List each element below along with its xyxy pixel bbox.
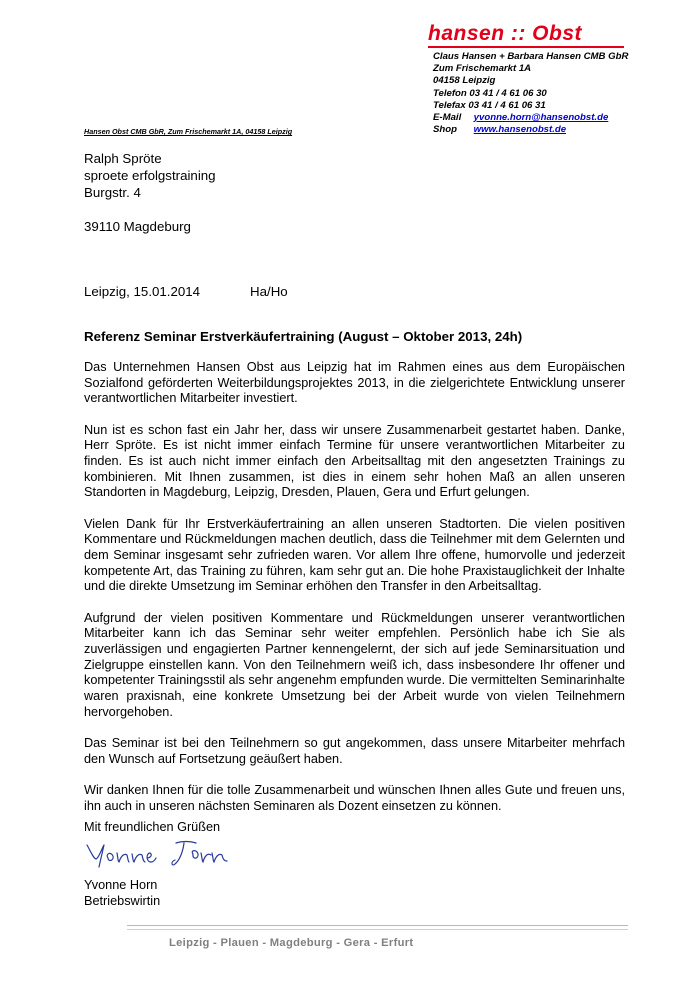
- company-logo: [428, 22, 624, 48]
- logo-text: hansen :: Obst: [428, 22, 583, 45]
- sender-fax: Telefax 03 41 / 4 61 06 31: [433, 99, 546, 111]
- recipient-company: sproete erfolgstraining: [84, 168, 216, 183]
- recipient-name: Ralph Spröte: [84, 151, 162, 166]
- return-address-line: Hansen Obst CMB GbR, Zum Frischemarkt 1A, 04158 Leipzig: [84, 127, 293, 136]
- footer-divider: [127, 925, 628, 926]
- recipient-street: Burgstr. 4: [84, 185, 141, 200]
- sender-phone: Telefon 03 41 / 4 61 06 30: [433, 87, 547, 99]
- handwritten-signature: [84, 836, 234, 872]
- signer-title: Betriebswirtin: [84, 894, 161, 908]
- paragraph: Aufgrund der vielen positiven Kommentare und Rückmeldungen unserer verantwortlichen Mitarbeiter kann ich das Seminar sehr weiter empfehlen. Persönlich habe ich Sie als zuverlässigen und engagierten Partner kennengelernt, der sich auf jede Seminarsituation und Zielgruppe einstellen kann. Von den Teilnehmern weiß ich, dass insbesondere Ihr offener und kompetenter Trainingsstil als sehr angenehm empfunden wurde. Die vermittelten Seminarinhalte waren praxisnah, eine konkrete Umsetzung bei der Arbeit wurde von vielen Teilnehmern hervorgehoben.: [84, 610, 625, 719]
- reference-code: Ha/Ho: [250, 284, 288, 299]
- sender-city: 04158 Leipzig: [433, 75, 496, 87]
- email-label: E-Mail: [433, 112, 462, 124]
- date-line: [84, 284, 288, 299]
- paragraph: Das Seminar ist bei den Teilnehmern so gut angekommen, dass unsere Mitarbeiter mehrfach den Wunsch auf Fortsetzung geäußert haben.: [84, 736, 625, 766]
- footer-locations: Leipzig - Plauen - Magdeburg - Gera - Erfurt: [169, 937, 414, 949]
- recipient-city: 39110 Magdeburg: [84, 219, 191, 234]
- recipient-address: [84, 150, 216, 235]
- letter-subject: Referenz Seminar Erstverkäufertraining (August – Oktober 2013, 24h): [84, 329, 523, 344]
- footer-divider-shadow: [127, 929, 628, 930]
- sender-street: Zum Frischemarkt 1A: [433, 63, 532, 75]
- sender-company: Claus Hansen + Barbara Hansen CMB GbR: [433, 51, 629, 62]
- signer-block: [84, 877, 160, 909]
- paragraph: Wir danken Ihnen für die tolle Zusammenarbeit und wünschen Ihnen alles Gute und freuen uns, ihn auch in unseren nächsten Seminaren als Dozent einsetzen zu können.: [84, 782, 625, 813]
- paragraph: Vielen Dank für Ihr Erstverkäufertraining an allen unseren Stadtorten. Die vielen positiven Kommentare und Rückmeldungen machen deutlich, dass die Teilnehmer mit dem Gelernten und dem Seminar insgesamt sehr zufrieden waren. Vor allem Ihre offene, humorvolle und jederzeit kompetente Art, das Training zu führen, kam sehr gut an. Die hohe Praxistauglichkeit der Inhalte und die direkte Umsetzung im Seminar erhöhen den Transfer in den Arbeitsalltag.: [84, 516, 625, 594]
- letter-body: [84, 360, 625, 830]
- closing-salutation: Mit freundlichen Grüßen: [84, 820, 221, 834]
- signer-name: Yvonne Horn: [84, 878, 158, 892]
- email-link[interactable]: yvonne.horn@hansenobst.de: [473, 112, 609, 124]
- logo-underline: [428, 46, 624, 48]
- shop-label: Shop: [433, 124, 457, 136]
- shop-link[interactable]: www.hansenobst.de: [473, 124, 567, 136]
- sender-address-block: [433, 51, 628, 136]
- paragraph: Nun ist es schon fast ein Jahr her, dass wir unsere Zusammenarbeit gestartet haben. Danke, Herr Spröte. Es ist nicht immer einfach Termine für unsere verantwortlichen Mitarbeiter zu finden. Es ist auch nicht immer einfach den Arbeitsalltag mit den angesetzten Trainings zu kombinieren. Mit Ihnen zusammen, ist dies in einem sehr hohen Maß an allen unseren Standorten in Magdeburg, Leipzig, Dresden, Plauen, Gera und Erfurt gelungen.: [84, 422, 625, 500]
- sender-shop-row: [433, 124, 628, 136]
- sender-email-row: [433, 112, 628, 124]
- letter-date: Leipzig, 15.01.2014: [84, 284, 201, 299]
- paragraph: Das Unternehmen Hansen Obst aus Leipzig hat im Rahmen eines aus dem Europäischen Sozialfond geförderten Weiterbildungsprojektes 2013, in die zielgerichtete Entwicklung unserer verantwortlichen Mitarbeiter investiert.: [84, 360, 625, 406]
